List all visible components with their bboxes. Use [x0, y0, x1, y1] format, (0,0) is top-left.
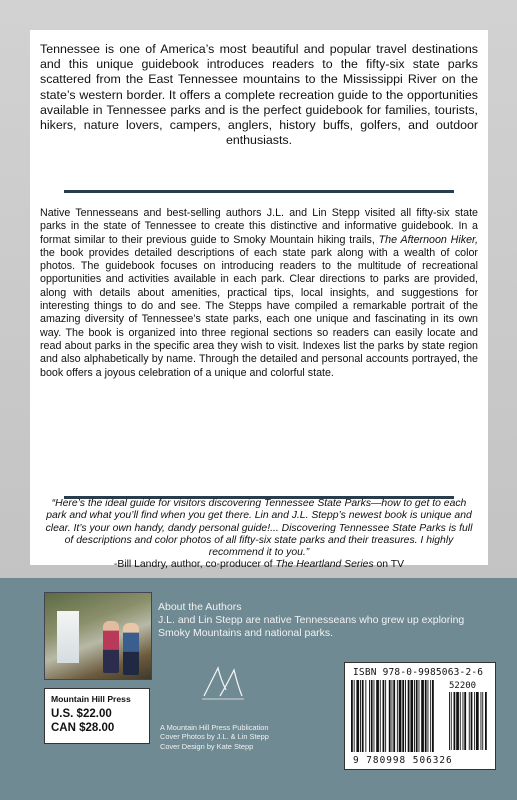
description-after: the book provides detailed descriptions of each state park along with a wealth of color photos. The guidebook focuses on introducing readers to the multitude of recreational opportunities and activities available in each park. Clear directions to parks are provided, along with details about amenities, practical tips, local insights, and suggestions for interesting things to do and see. The Stepps have compiled a remarkable portrait of the amazing diversity of Tennessee’s state parks, each one unique and fascinating in its own way. The book is organized into three regional sections so readers can easily locate and read about parks in the specific area they wish to visit. Indexes list the parks by state region and also alphabetically by name. Through the detailed and personal accounts portrayed, the book offers a joyous celebration of a unique and colorful state.: [40, 246, 478, 379]
divider-top: [64, 190, 454, 193]
barcode-addon-bar: [476, 692, 479, 750]
waterfall-shape: [57, 611, 79, 663]
barcode-bar: [419, 680, 420, 752]
barcode-addon-bar: [481, 692, 482, 750]
barcode-bar: [365, 680, 366, 752]
barcode-addon-bar: [469, 692, 470, 750]
barcode-bar: [402, 680, 404, 752]
authors-photo: [44, 592, 152, 680]
about-authors-text: J.L. and Lin Stepp are native Tennesseans who grew up exploring Smoky Mountains and national parks.: [158, 614, 465, 639]
barcode-addon-number: 52200: [449, 681, 477, 691]
barcode-bar: [425, 680, 427, 752]
price-box: [44, 688, 150, 744]
barcode-bar: [408, 680, 410, 752]
barcode-bar: [432, 680, 434, 752]
barcode-addon-bar: [474, 692, 475, 750]
quote-text: “Here’s the ideal guide for visitors discovering Tennessee State Parks—how to get to each park and what you’ll find when you get there. Lin and J.L. Stepp’s newest book is unique and clear. It’s your own handy, dandy personal guide!... Discovering Tennessee State Parks is full of descriptions and color photos of all fifty-six state parks and their treasures. I highly recommend it to you.”: [45, 498, 473, 559]
testimonial-quote: [44, 498, 474, 572]
us-price: U.S. $22.00: [51, 708, 112, 720]
barcode-addon-bar: [485, 692, 487, 750]
barcode-bar: [369, 680, 370, 752]
quote-attribution: -Bill Landry, author, co-producer of The Heartland Series on TV: [113, 559, 405, 571]
barcode-icon: [351, 680, 489, 754]
barcode-bar: [374, 680, 375, 752]
publication-credits: [160, 723, 350, 751]
barcode-bar: [380, 680, 381, 752]
can-price: CAN $28.00: [51, 722, 115, 734]
credit-line: Cover Design by Kate Stepp: [160, 741, 254, 751]
barcode-bar: [392, 680, 393, 752]
barcode-bar: [397, 680, 398, 752]
book-title-reference: The Afternoon Hiker,: [378, 233, 479, 246]
barcode-number: 9 780998 506326: [353, 755, 453, 766]
barcode-bar: [385, 680, 386, 752]
barcode-addon-bar: [454, 692, 456, 750]
credit-line: Cover Photos by J.L. & Lin Stepp: [160, 732, 269, 742]
about-authors-title: About the Authors: [158, 601, 242, 613]
barcode-addon-bar: [456, 692, 459, 750]
publisher-name: Mountain Hill Press: [51, 694, 131, 704]
barcode-bar: [430, 680, 431, 752]
barcode-addon-bar: [471, 692, 473, 750]
barcode-addon-bar: [463, 692, 464, 750]
credit-line: A Mountain Hill Press Publication: [160, 723, 269, 732]
barcode-addon-bar: [451, 692, 452, 750]
isbn-text: ISBN 978-0-9985063-2-6: [353, 667, 484, 678]
author-figure-1: [103, 621, 119, 673]
barcode-bar: [356, 680, 359, 752]
barcode-bar: [376, 680, 379, 752]
author-figure-2: [123, 623, 139, 675]
barcode-addon-bar: [482, 692, 483, 750]
barcode-bar: [410, 680, 413, 752]
barcode-bar: [371, 680, 373, 752]
barcode-bar: [405, 680, 406, 752]
text-panel: [30, 30, 488, 571]
barcode-addon-bar: [449, 692, 450, 750]
barcode-addon-bar: [460, 692, 461, 750]
barcode-bar: [354, 680, 355, 752]
barcode-addon-bar: [464, 692, 466, 750]
barcode-bar: [428, 680, 429, 752]
barcode-bar: [383, 680, 385, 752]
barcode-bar: [362, 680, 364, 752]
mountain-hill-press-logo-icon: [200, 662, 246, 702]
barcode-bar: [393, 680, 395, 752]
barcode-bar: [414, 680, 415, 752]
barcode-bar: [360, 680, 361, 752]
barcode-bar: [416, 680, 418, 752]
barcode-bar: [389, 680, 391, 752]
barcode-bar: [351, 680, 353, 752]
description-before: Native Tennesseans and best-selling authors J.L. and Lin Stepp visited all fifty-six state parks in the state of Tennessee to create this distinctive and informative guidebook. In a format similar to their previous guide to Smoky Mountain hiking trails,: [40, 207, 478, 246]
barcode-bar: [421, 680, 424, 752]
barcode-bar: [399, 680, 402, 752]
description-paragraph: [40, 207, 478, 380]
barcode-box: [344, 662, 496, 770]
intro-paragraph: Tennessee is one of America’s most beautiful and popular travel destinations and this unique guidebook introduces readers to the fifty-six state parks scattered from the East Tennessee mountains to the Mississippi River on the state’s western border. It offers a complete recreation guide to the opportunities available in Tennessee parks and is the perfect guidebook for families, tourists, hikers, nature lovers, campers, anglers, history buffs, golfers, and outdoor enthusiasts.: [40, 42, 478, 148]
